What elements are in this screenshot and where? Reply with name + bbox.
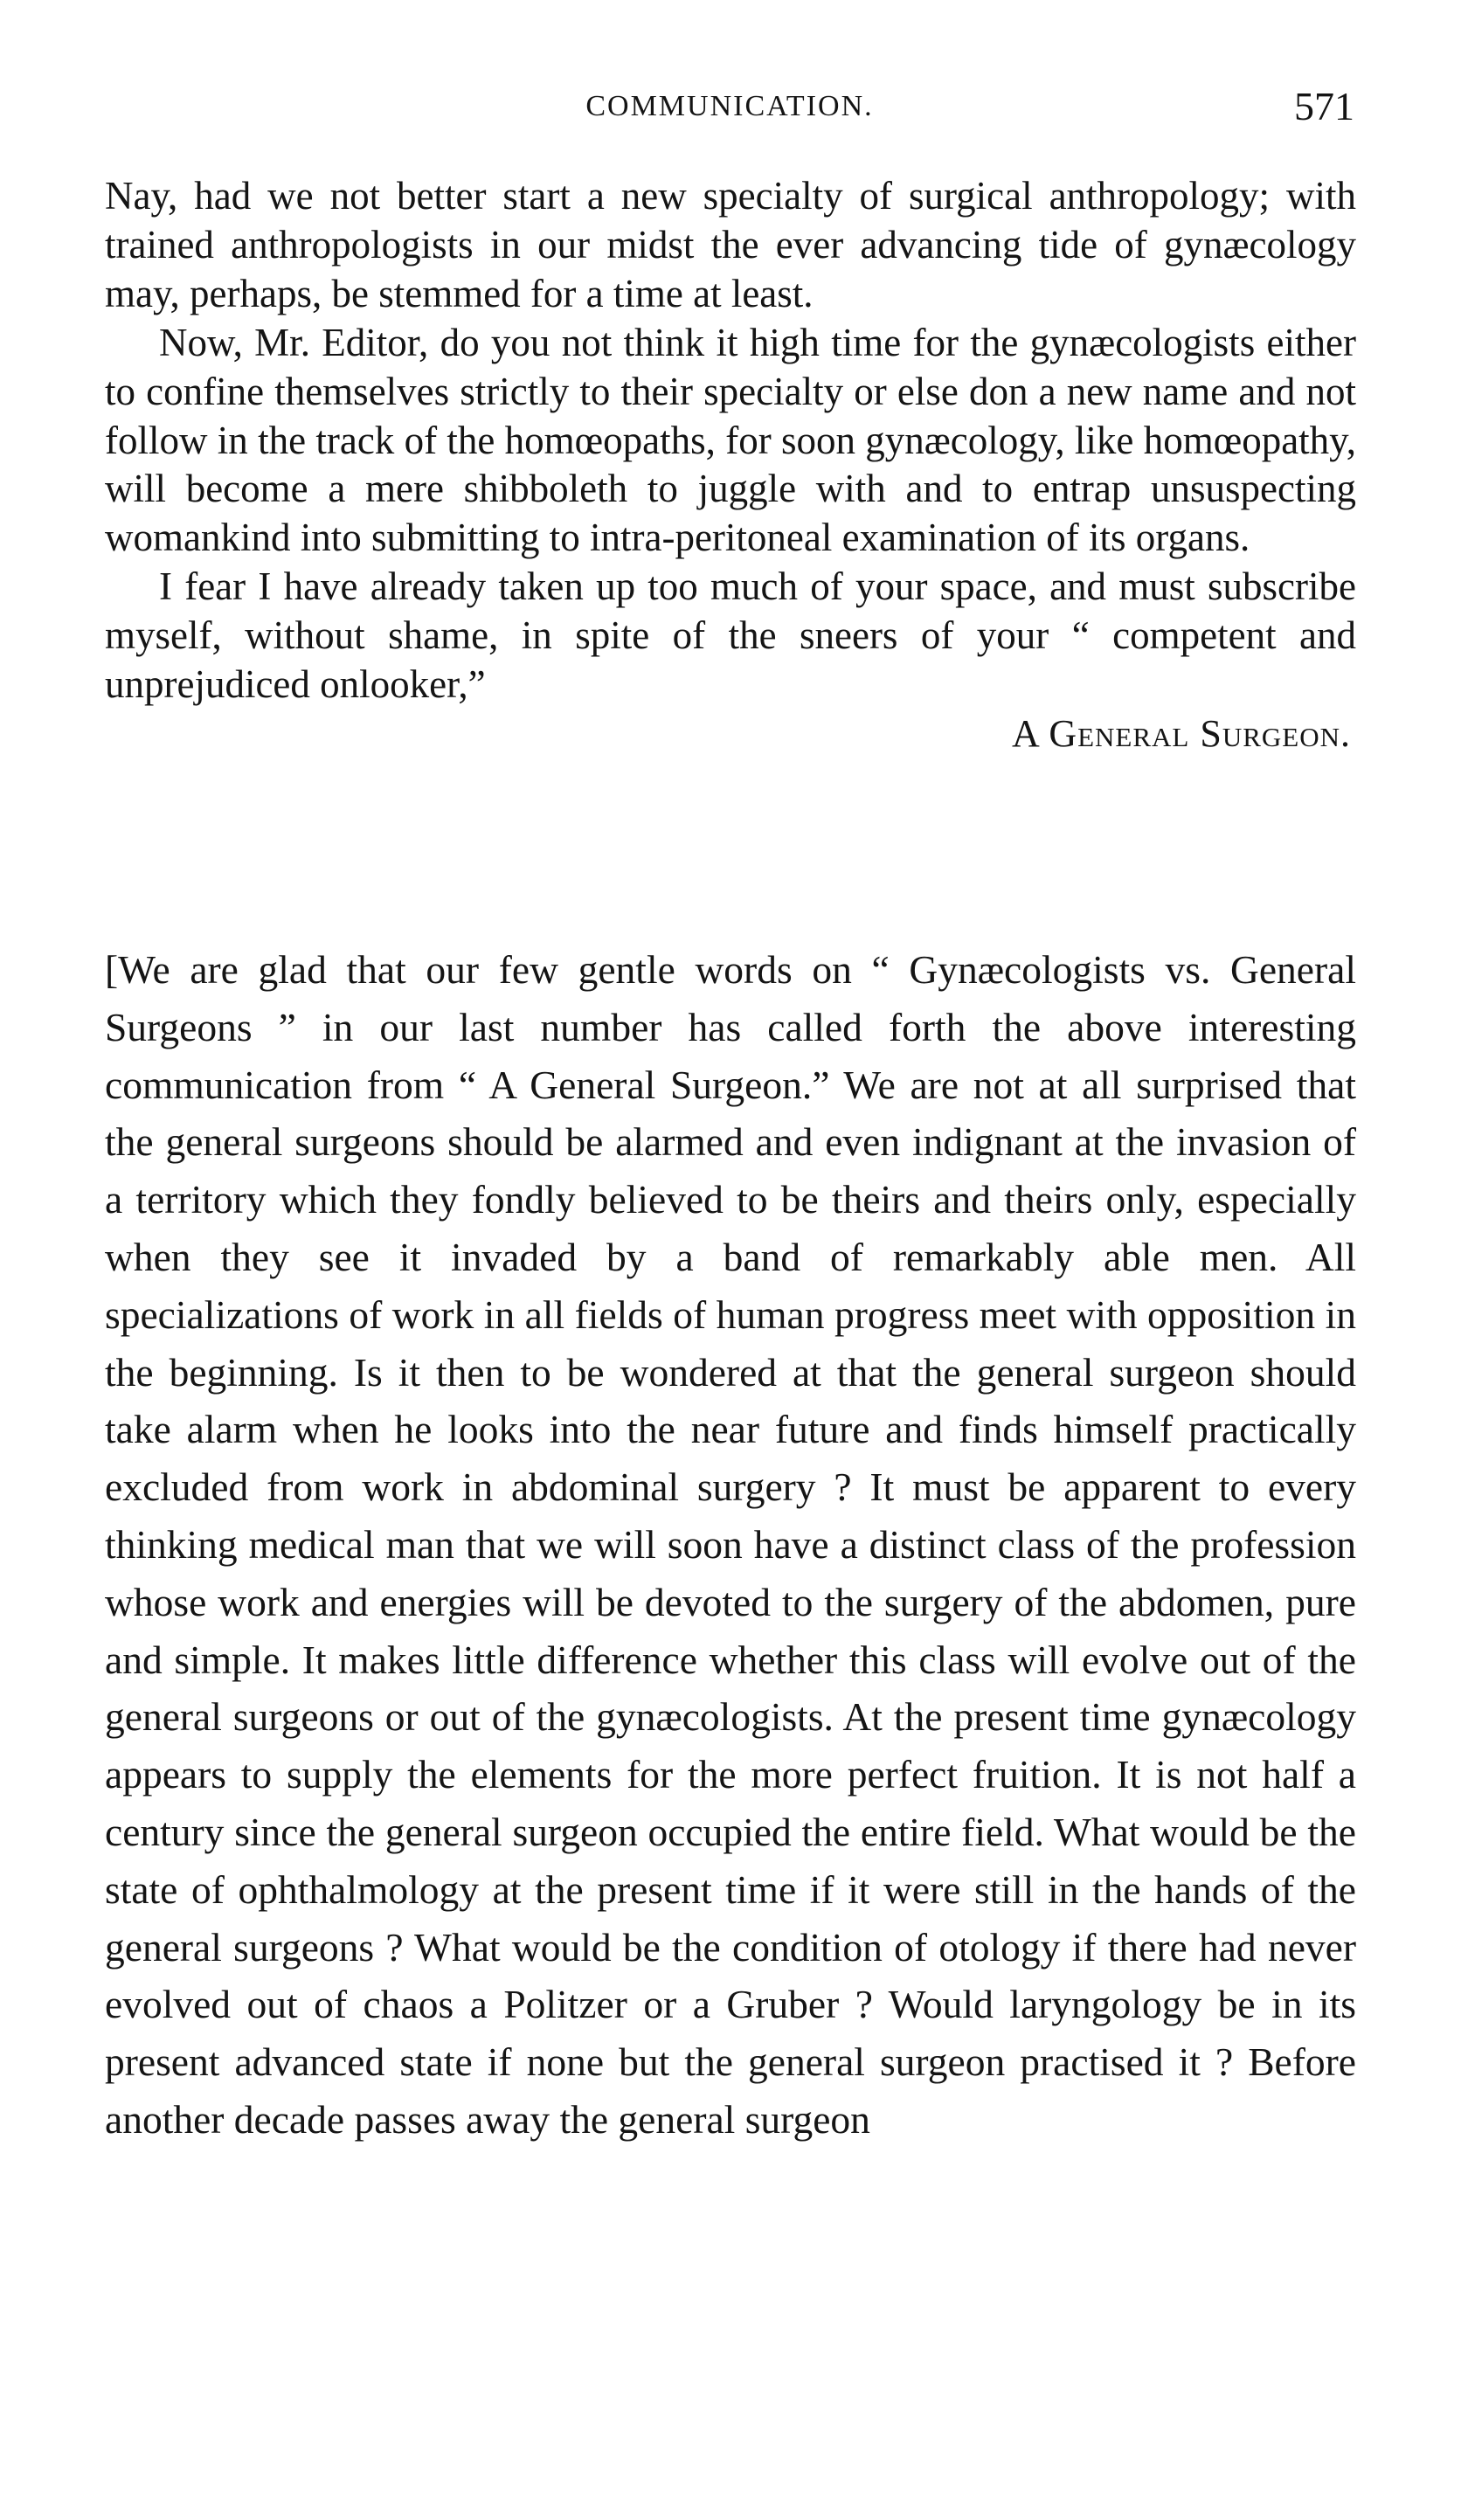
- running-title: COMMUNICATION.: [585, 90, 874, 122]
- running-head: [105, 80, 1354, 133]
- letter-paragraph-1: Nay, had we not better start a new specialty of surgical anthropology; with trained anthropologists in our midst the ever advancing tide of gynæcology may, perhaps, be stemmed for a time at least.: [105, 174, 1356, 315]
- letter-paragraph-3: I fear I have already taken up too much of your space, and must subscribe myself, without shame, in spite of the sneers of your “ competent and unprejudiced onlooker,”: [105, 564, 1356, 707]
- editorial-reply: [105, 941, 1356, 2149]
- letter-paragraph-2: Now, Mr. Editor, do you not think it high time for the gynæcologists either to confine themselves strictly to their specialty or else don a new name and not follow in the track of the homœopaths, for soon gynæcology, like homœopathy, will become a mere shibboleth to juggle with and to entrap unsuspecting womankind into submitting to intra-peritoneal examination of its organs.: [105, 320, 1356, 560]
- letter-signature: A General Surgeon.: [1011, 711, 1351, 755]
- page-number: 571: [1294, 84, 1354, 128]
- editorial-reply-paragraph: [We are glad that our few gentle words on “ Gynæcologists vs. General Surgeons ” in our last number has called forth the above interesting communication from “ A General Surgeon.” We are not at all surprised that the general surgeons should be alarmed and even indignant at the invasion of a territory which they fondly believed to be theirs and theirs only, especially when they see it invaded by a band of remarkably able men. All specializations of work in all fields of human progress meet with opposition in the beginning. Is it then to be wondered at that the general surgeon should take alarm when he looks into the near future and finds himself practically excluded from work in abdominal surgery ? It must be apparent to every thinking medical man that we will soon have a distinct class of the profession whose work and energies will be devoted to the surgery of the abdomen, pure and simple. It makes little difference whether this class will evolve out of the general surgeons or out of the gynæcologists. At the present time gynæcology appears to supply the elements for the more perfect fruition. It is not half a century since the general surgeon occupied the entire field. What would be the state of ophthalmology at the present time if it were still in the hands of the general surgeons ? What would be the condition of otology if there had never evolved out of chaos a Politzer or a Gruber ? Would laryngology be in its present advanced state if none but the general surgeon practised it ? Before another decade passes away the general surgeon: [105, 947, 1356, 2142]
- letter-body: [105, 172, 1356, 758]
